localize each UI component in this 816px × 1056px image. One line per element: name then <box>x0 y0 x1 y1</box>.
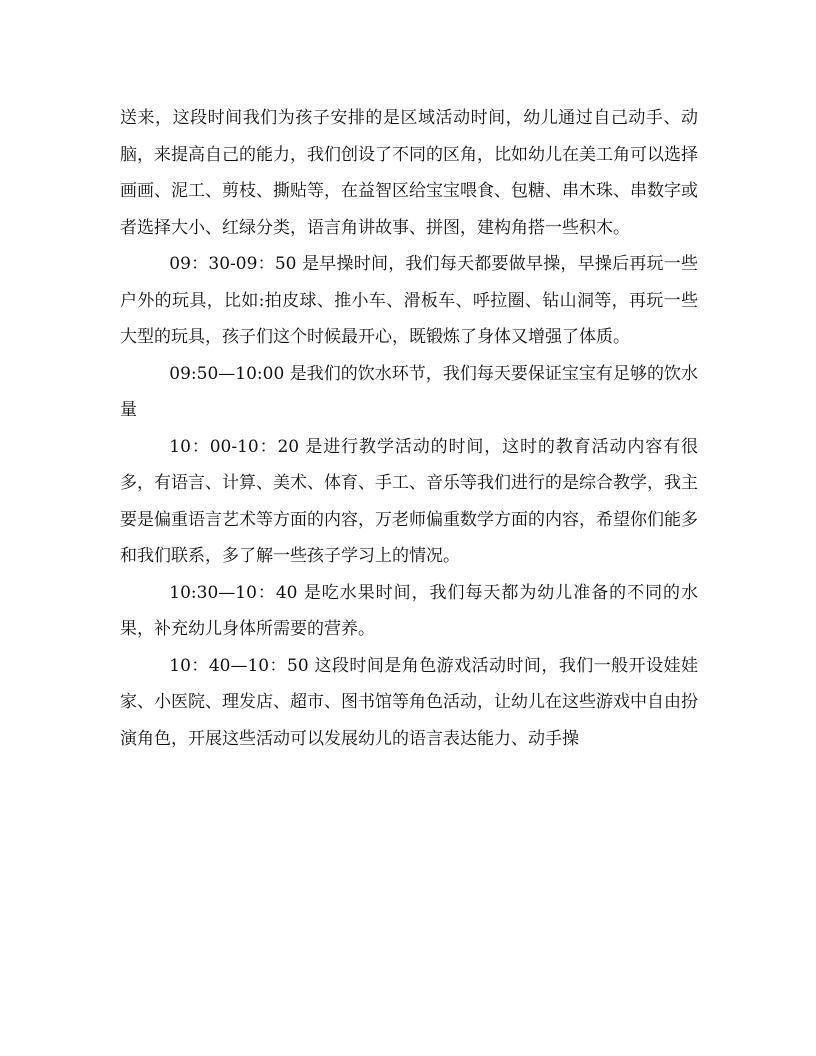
paragraph-1: 送来，这段时间我们为孩子安排的是区域活动时间，幼儿通过自己动手、动脑，来提高自己的能力，我们创设了不同的区角，比如幼儿在美工角可以选择画画、泥工、剪枝、撕贴等，在益智区给宝宝喂食、包糖、串木珠、串数字或者选择大小、红绿分类，语言角讲故事、拼图，建构角搭一些积木。 <box>120 108 698 238</box>
paragraph-5: 10:30—10：40 是吃水果时间，我们每天都为幼儿准备的不同的水果，补充幼儿身体所需要的营养。 <box>120 582 698 639</box>
document-body <box>120 100 698 757</box>
paragraph-4: 10：00-10：20 是进行教学活动的时间，这时的教育活动内容有很多，有语言、计算、美术、体育、手工、音乐等我们进行的是综合教学，我主要是偏重语言艺术等方面的内容，万老师偏重数学方面的内容，希望你们能多和我们联系，多了解一些孩子学习上的情况。 <box>120 436 698 566</box>
paragraph-6: 10：40—10：50 这段时间是角色游戏活动时间，我们一般开设娃娃家、小医院、理发店、超市、图书馆等角色活动，让幼儿在这些游戏中自由扮演角色，开展这些活动可以发展幼儿的语言表达能力、动手操 <box>120 655 698 749</box>
paragraph-3: 09:50—10:00 是我们的饮水环节，我们每天要保证宝宝有足够的饮水量 <box>120 363 698 420</box>
paragraph-2: 09：30-09：50 是早操时间，我们每天都要做早操，早操后再玩一些户外的玩具，比如:拍皮球、推小车、滑板车、呼拉圈、钻山洞等，再玩一些大型的玩具，孩子们这个时候最开心，既锻炼了身体又增强了体质。 <box>120 254 698 347</box>
